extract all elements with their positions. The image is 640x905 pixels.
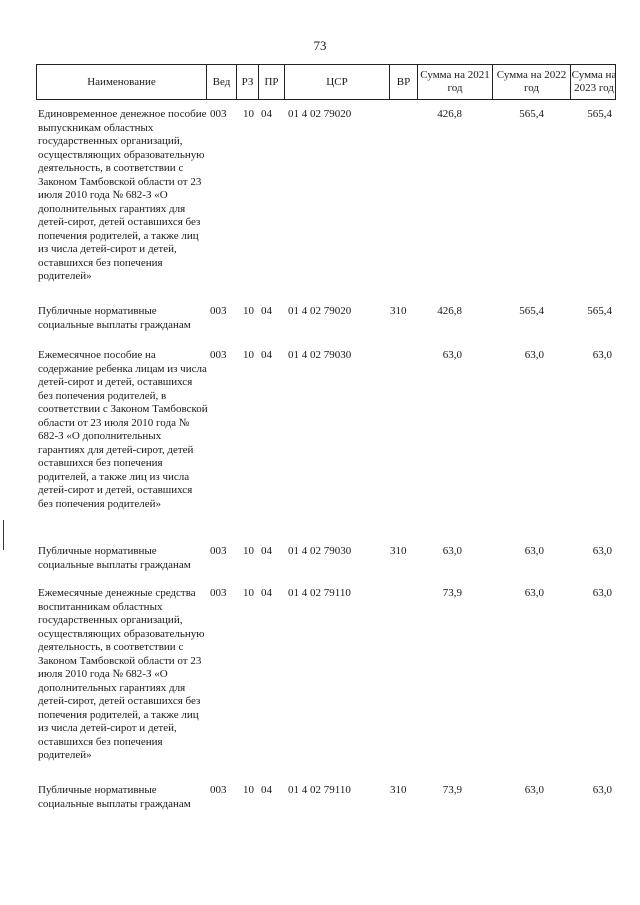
header-csr: ЦСР bbox=[285, 65, 390, 99]
row-ved: 003 bbox=[210, 784, 227, 796]
table-header bbox=[36, 64, 616, 100]
row-ved: 003 bbox=[210, 545, 227, 557]
row-sum-2022: 63,0 bbox=[524, 545, 544, 557]
row-sum-2023: 63,0 bbox=[592, 349, 612, 361]
row-sum-2023: 63,0 bbox=[592, 587, 612, 599]
header-vr: ВР bbox=[390, 65, 418, 99]
row-csr: 01 4 02 79020 bbox=[288, 305, 352, 317]
row-csr: 01 4 02 79020 bbox=[288, 108, 352, 120]
row-name: Публичные нормативные социальные выплаты гражданам bbox=[38, 305, 191, 331]
row-name: Ежемесячные денежные средства воспитанникам областных государственных организаций, осуществляющих образовательную деятельность, в соответствии с Законом Тамбовской области от 23 июля 2010 года № 682-З «О дополнительных гарантиях для детей-сирот, детей оставшихся без попечения родителей, а также лиц из числа детей-сирот и детей, оставшихся без попечения родителей» bbox=[38, 587, 205, 761]
row-rz: 10 bbox=[243, 108, 254, 120]
row-sum-2022: 63,0 bbox=[524, 784, 544, 796]
row-name: Единовременное денежное пособие выпускникам областных государственных организаций, осуществляющих образовательную деятельность, в соответствии с Законом Тамбовской области от 23 июля 2010 года № 682-З «О дополнительных гарантиях для детей-сирот, детей оставшихся без попечения родителей, а также лиц из числа детей-сирот и детей, оставшихся без попечения родителей» bbox=[38, 108, 207, 282]
header-sum-2022: Сумма на 2022 год bbox=[493, 65, 571, 99]
row-sum-2023: 63,0 bbox=[592, 784, 612, 796]
row-sum-2021: 73,9 bbox=[442, 784, 462, 796]
header-sum-2021: Сумма на 2021 год bbox=[418, 65, 493, 99]
scan-margin-mark bbox=[3, 520, 4, 550]
row-pr: 04 bbox=[261, 784, 272, 796]
row-vr: 310 bbox=[390, 305, 407, 317]
row-rz: 10 bbox=[243, 545, 254, 557]
row-pr: 04 bbox=[261, 545, 272, 557]
header-name: Наименование bbox=[37, 65, 207, 99]
row-csr: 01 4 02 79030 bbox=[288, 349, 352, 361]
row-rz: 10 bbox=[243, 784, 254, 796]
row-rz: 10 bbox=[243, 305, 254, 317]
row-csr: 01 4 02 79030 bbox=[288, 545, 352, 557]
row-sum-2021: 73,9 bbox=[442, 587, 462, 599]
header-sum-2023: Сумма на 2023 год bbox=[571, 69, 617, 94]
row-sum-2021: 426,8 bbox=[437, 108, 462, 120]
row-sum-2023: 565,4 bbox=[587, 108, 612, 120]
row-csr: 01 4 02 79110 bbox=[288, 587, 351, 599]
row-pr: 04 bbox=[261, 108, 272, 120]
header-rz: РЗ bbox=[237, 65, 259, 99]
row-pr: 04 bbox=[261, 587, 272, 599]
row-pr: 04 bbox=[261, 349, 272, 361]
row-sum-2021: 426,8 bbox=[437, 305, 462, 317]
header-pr: ПР bbox=[259, 65, 285, 99]
row-sum-2023: 565,4 bbox=[587, 305, 612, 317]
row-sum-2022: 63,0 bbox=[524, 349, 544, 361]
row-pr: 04 bbox=[261, 305, 272, 317]
row-csr: 01 4 02 79110 bbox=[288, 784, 351, 796]
row-rz: 10 bbox=[243, 349, 254, 361]
row-sum-2021: 63,0 bbox=[442, 545, 462, 557]
row-ved: 003 bbox=[210, 587, 227, 599]
row-ved: 003 bbox=[210, 349, 227, 361]
row-sum-2021: 63,0 bbox=[442, 349, 462, 361]
row-sum-2022: 565,4 bbox=[519, 108, 544, 120]
row-sum-2023: 63,0 bbox=[592, 545, 612, 557]
header-ved: Вед bbox=[207, 65, 237, 99]
row-sum-2022: 63,0 bbox=[524, 587, 544, 599]
row-rz: 10 bbox=[243, 587, 254, 599]
row-ved: 003 bbox=[210, 108, 227, 120]
row-vr: 310 bbox=[390, 784, 407, 796]
row-ved: 003 bbox=[210, 305, 227, 317]
page-number: 73 bbox=[313, 38, 327, 53]
row-name: Публичные нормативные социальные выплаты гражданам bbox=[38, 784, 191, 810]
row-name: Ежемесячное пособие на содержание ребенка лицам из числа детей-сирот и детей, оставшихся без попечения родителей, в соответствии с Законом Тамбовской области от 23 июля 2010 года № 682-З «О дополнительных гарантиях для детей-сирот, детей оставшихся без попечения родителей, а также лиц из числа детей-сирот и детей, оставшихся без попечения родителей» bbox=[38, 349, 208, 510]
row-name: Публичные нормативные социальные выплаты гражданам bbox=[38, 545, 191, 571]
row-sum-2022: 565,4 bbox=[519, 305, 544, 317]
row-vr: 310 bbox=[390, 545, 407, 557]
